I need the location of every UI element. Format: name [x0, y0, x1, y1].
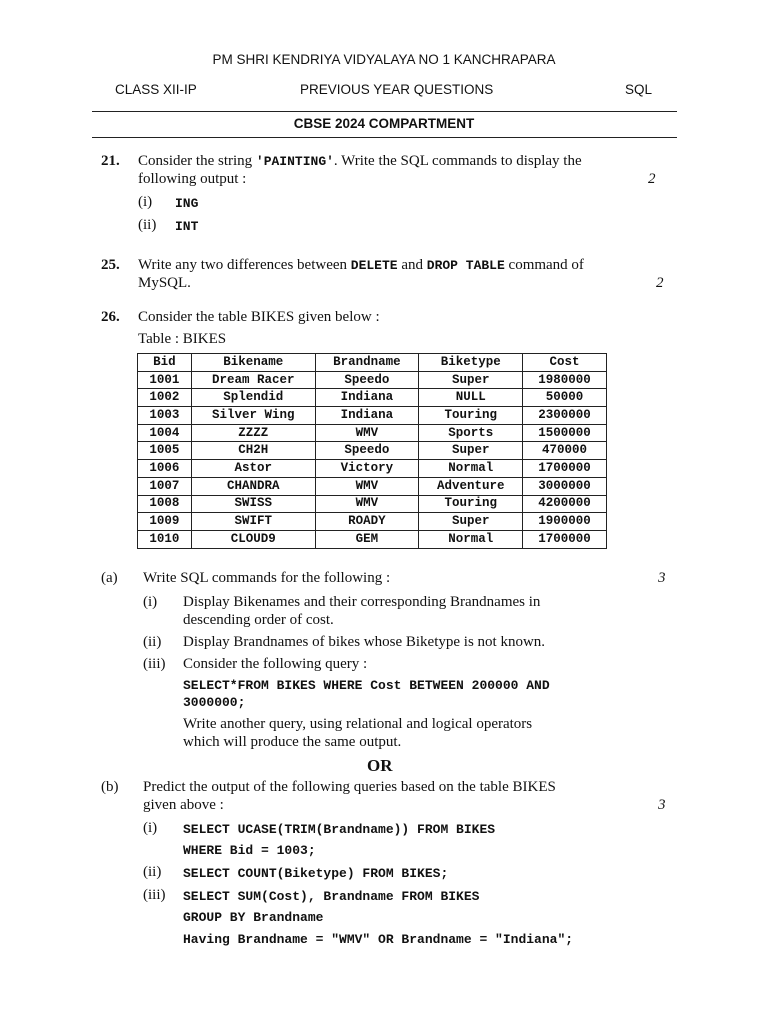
table-cell: WMV: [315, 495, 419, 513]
table-row: [138, 460, 607, 478]
q26-intro: Consider the table BIKES given below :: [138, 309, 380, 325]
table-cell: 1002: [138, 389, 192, 407]
school-name: PM SHRI KENDRIYA VIDYALAYA NO 1 KANCHRAPARA: [212, 52, 556, 67]
table-row: [138, 477, 607, 495]
table-cell: NULL: [419, 389, 523, 407]
bikes-table: [137, 353, 607, 549]
table-cell: 1010: [138, 530, 192, 548]
table-header-row: [138, 354, 607, 372]
table-cell: Victory: [315, 460, 419, 478]
part-b-iii-query2: GROUP BY Brandname: [183, 910, 324, 925]
column-header: Bid: [138, 354, 192, 372]
part-b-iii-query3: Having Brandname = "WMV" OR Brandname = "Indiana";: [183, 932, 574, 947]
table-cell: Super: [419, 442, 523, 460]
table-cell: Super: [419, 513, 523, 531]
part-b-text1: Predict the output of the following queries based on the table BIKES: [143, 779, 556, 795]
header-divider-bottom: [92, 137, 677, 138]
table-cell: 4200000: [523, 495, 607, 513]
q25-kw-delete: DELETE: [350, 258, 398, 273]
q21-opt2-label: (ii): [138, 217, 157, 233]
part-a-text: Write SQL commands for the following :: [143, 570, 391, 586]
table-cell: Indiana: [315, 407, 419, 425]
part-b-i-query1: SELECT UCASE(TRIM(Brandname)) FROM BIKES: [183, 822, 496, 837]
table-cell: 1980000: [523, 371, 607, 389]
part-a-iii-line1: Consider the following query :: [183, 656, 368, 672]
table-cell: SWIFT: [191, 513, 315, 531]
part-a-iii-query1: SELECT*FROM BIKES WHERE Cost BETWEEN 200000 AND: [183, 678, 550, 693]
table-cell: Speedo: [315, 371, 419, 389]
q21-string: 'PAINTING': [255, 154, 334, 169]
class-label: CLASS XII-IP: [115, 82, 197, 97]
table-cell: 1007: [138, 477, 192, 495]
table-row: [138, 371, 607, 389]
table-cell: Indiana: [315, 389, 419, 407]
table-cell: 1009: [138, 513, 192, 531]
part-b-marks: 3: [658, 797, 666, 813]
part-a-label: (a): [101, 570, 118, 586]
table-cell: 1700000: [523, 530, 607, 548]
table-row: [138, 407, 607, 425]
table-cell: 1004: [138, 424, 192, 442]
table-cell: Normal: [419, 460, 523, 478]
q21-opt1-label: (i): [138, 194, 153, 210]
table-cell: 3000000: [523, 477, 607, 495]
q25-text-a: Write any two differences between: [138, 257, 351, 273]
q21-opt2-value: INT: [175, 219, 199, 234]
part-a-i-line2: descending order of cost.: [183, 612, 334, 628]
part-b-ii-query1: SELECT COUNT(Biketype) FROM BIKES;: [183, 866, 449, 881]
table-cell: 1003: [138, 407, 192, 425]
q25-number: 25.: [101, 257, 120, 273]
part-a-ii-line1: Display Brandnames of bikes whose Biketype is not known.: [183, 634, 546, 650]
table-cell: WMV: [315, 477, 419, 495]
part-a-i-label: (i): [143, 594, 158, 610]
q25-kw-drop-table: DROP TABLE: [426, 258, 505, 273]
part-a-marks: 3: [658, 570, 666, 586]
table-cell: ROADY: [315, 513, 419, 531]
table-cell: 1001: [138, 371, 192, 389]
table-cell: GEM: [315, 530, 419, 548]
part-a-iii-query2: 3000000;: [183, 695, 246, 710]
part-a-iii-line3: which will produce the same output.: [183, 734, 402, 750]
exam-title: CBSE 2024 COMPARTMENT: [293, 116, 475, 131]
table-cell: CH2H: [191, 442, 315, 460]
part-b-ii-label: (ii): [143, 864, 162, 880]
table-row: [138, 530, 607, 548]
table-cell: 1008: [138, 495, 192, 513]
table-cell: 1006: [138, 460, 192, 478]
header-divider-top: [92, 111, 677, 112]
part-a-iii-line2: Write another query, using relational and logical operators: [183, 716, 533, 732]
table-cell: Normal: [419, 530, 523, 548]
column-header: Bikename: [191, 354, 315, 372]
table-cell: Touring: [419, 407, 523, 425]
table-cell: Sports: [419, 424, 523, 442]
table-cell: Touring: [419, 495, 523, 513]
q21-marks: 2: [648, 171, 656, 187]
q21-text-b: . Write the SQL commands to display the: [333, 153, 582, 169]
table-cell: Silver Wing: [191, 407, 315, 425]
table-cell: CHANDRA: [191, 477, 315, 495]
q25-marks: 2: [656, 275, 664, 291]
q26-number: 26.: [101, 309, 120, 325]
q25-text-c: command of: [504, 257, 584, 273]
table-cell: 1005: [138, 442, 192, 460]
part-b-iii-label: (iii): [143, 887, 166, 903]
q25-text-d: MySQL.: [138, 275, 191, 291]
part-b-label: (b): [101, 779, 119, 795]
q21-text-c: following output :: [138, 171, 247, 187]
subject-title: PREVIOUS YEAR QUESTIONS: [300, 82, 494, 97]
table-cell: 470000: [523, 442, 607, 460]
table-cell: Astor: [191, 460, 315, 478]
part-b-i-query2: WHERE Bid = 1003;: [183, 843, 316, 858]
q21-text: [138, 153, 582, 170]
table-cell: Adventure: [419, 477, 523, 495]
table-row: [138, 513, 607, 531]
part-b-text2: given above :: [143, 797, 224, 813]
table-cell: WMV: [315, 424, 419, 442]
part-b-i-label: (i): [143, 820, 158, 836]
table-row: [138, 424, 607, 442]
table-cell: ZZZZ: [191, 424, 315, 442]
column-header: Biketype: [419, 354, 523, 372]
table-cell: Super: [419, 371, 523, 389]
table-cell: 1900000: [523, 513, 607, 531]
table-row: [138, 442, 607, 460]
q21-text-a: Consider the string: [138, 153, 256, 169]
topic-label: SQL: [625, 82, 653, 97]
table-cell: Speedo: [315, 442, 419, 460]
table-row: [138, 495, 607, 513]
q25-text: [138, 257, 584, 274]
part-b-iii-query1: SELECT SUM(Cost), Brandname FROM BIKES: [183, 889, 480, 904]
part-a-i-line1: Display Bikenames and their corresponding Brandnames in: [183, 594, 541, 610]
table-cell: 1500000: [523, 424, 607, 442]
part-a-ii-label: (ii): [143, 634, 162, 650]
table-cell: Dream Racer: [191, 371, 315, 389]
table-cell: CLOUD9: [191, 530, 315, 548]
table-cell: SWISS: [191, 495, 315, 513]
table-row: [138, 389, 607, 407]
table-cell: 50000: [523, 389, 607, 407]
or-separator: OR: [367, 756, 393, 775]
q21-opt1-value: ING: [175, 196, 199, 211]
column-header: Brandname: [315, 354, 419, 372]
table-cell: 1700000: [523, 460, 607, 478]
table-cell: Splendid: [191, 389, 315, 407]
column-header: Cost: [523, 354, 607, 372]
q25-text-b: and: [397, 257, 427, 273]
q21-number: 21.: [101, 153, 120, 169]
part-a-iii-label: (iii): [143, 656, 166, 672]
table-caption: Table : BIKES: [138, 331, 227, 347]
table-cell: 2300000: [523, 407, 607, 425]
